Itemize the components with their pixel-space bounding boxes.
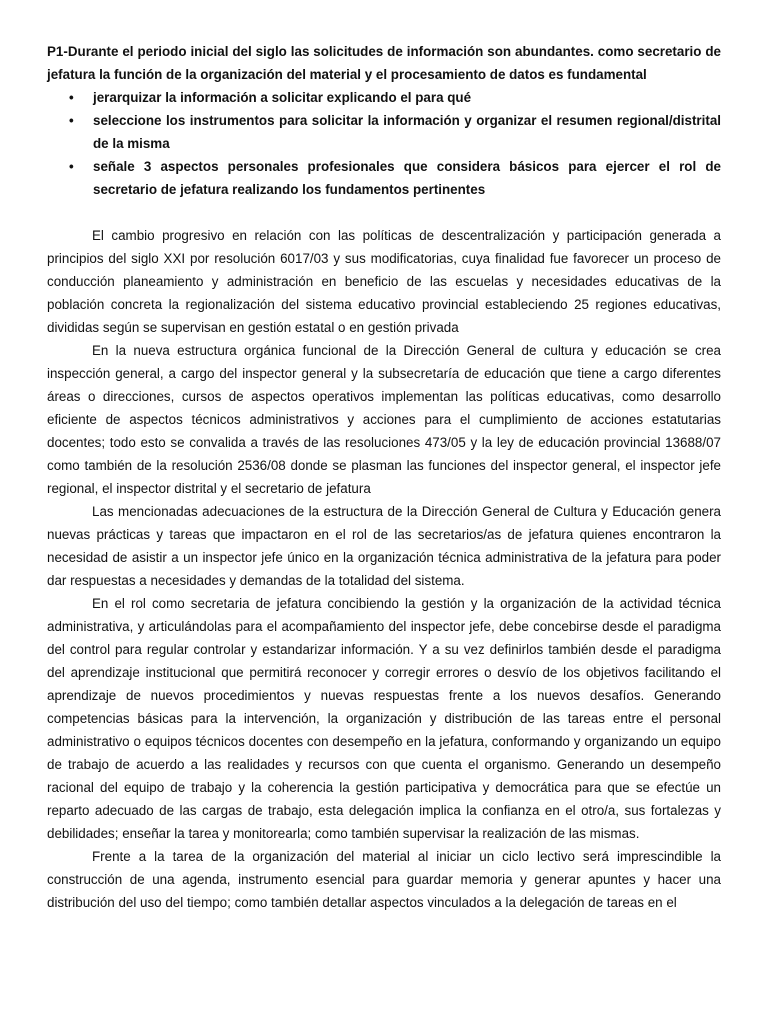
- bullet-icon: •: [69, 90, 74, 105]
- paragraph: Las mencionadas adecuaciones de la estructura de la Dirección General de Cultura y Educación genera nuevas prácticas y tareas que impactaron en el rol de las secretarios/as de jefatura quienes encontraron la necesidad de asistir a un inspector jefe único en la organización técnica administrativa de la jefatura para poder dar respuestas a necesidades y demandas de la totalidad del sistema.: [47, 504, 721, 588]
- question-bullet-list: [47, 86, 721, 201]
- bullet-text: seleccione los instrumentos para solicitar la información y organizar el resumen regional/distrital de la misma: [93, 113, 721, 151]
- paragraph: El cambio progresivo en relación con las políticas de descentralización y participación generada a principios del siglo XXI por resolución 6017/03 y sus modificatorias, cuya finalidad fue favorecer un proceso de conducción planeamiento y administración en beneficio de las escuelas y necesidades educativas de la población concreta la regionalización del sistema educativo provincial estableciendo 25 regiones educativas, divididas según se supervisan en gestión estatal o en gestión privada: [47, 228, 721, 335]
- bullet-item: [47, 109, 721, 155]
- paragraph: Frente a la tarea de la organización del material al iniciar un ciclo lectivo será imprescindible la construcción de una agenda, instrumento esencial para guardar memoria y generar apuntes y hacer una distribución del uso del tiempo; como también detallar aspectos vinculados a la delegación de tareas en el: [47, 849, 721, 910]
- bullet-item: [47, 155, 721, 201]
- bullet-text: jerarquizar la información a solicitar explicando el para qué: [93, 90, 472, 105]
- document-page: [47, 40, 721, 914]
- body-text: [47, 224, 721, 914]
- bullet-item: [47, 86, 721, 109]
- bullet-text: señale 3 aspectos personales profesionales que considera básicos para ejercer el rol de secretario de jefatura realizando los fundamentos pertinentes: [93, 159, 721, 197]
- bullet-icon: •: [69, 159, 74, 174]
- paragraph: En el rol como secretaria de jefatura concibiendo la gestión y la organización de la actividad técnica administrativa, y articulándolas para el acompañamiento del inspector jefe, debe concebirse desde el paradigma del control para regular controlar y estandarizar información. Y a su vez definirlos también desde el paradigma del aprendizaje institucional que permitirá reconocer y corregir errores o desvío de los objetivos facilitando el aprendizaje de nuevos procedimientos y nuevas respuestas frente a los nuevos desafíos. Generando competencias básicas para la intervención, la organización y distribución de las tareas entre el personal administrativo o equipos técnicos docentes con desempeño en la jefatura, conformando y organizando un equipo de trabajo de acuerdo a las realidades y recursos con que cuenta el organismo. Generando un desempeño racional del equipo de trabajo y la coherencia la gestión participativa y democrática para que se efectúe un reparto adecuado de las cargas de trabajo, esta delegación implica la confianza en el otro/a, sus fortalezas y debilidades; enseñar la tarea y monitorearla; como también supervisar la realización de las mismas.: [47, 596, 721, 841]
- question-intro: P1-Durante el periodo inicial del siglo las solicitudes de información son abundantes. como secretario de jefatura la función de la organización del material y el procesamiento de datos es fundamental: [47, 44, 721, 82]
- paragraph: En la nueva estructura orgánica funcional de la Dirección General de cultura y educación se crea inspección general, a cargo del inspector general y la subsecretaría de educación que tiene a cargo diferentes áreas o direcciones, cursos de aspectos operativos implementan las políticas educativas, como desarrollo eficiente de aspectos técnicos administrativos y acciones para el cumplimiento de acciones estatutarias docentes; todo esto se convalida a través de las resoluciones 473/05 y la ley de educación provincial 13688/07 como también de la resolución 2536/08 donde se plasman las funciones del inspector general, el inspector jefe regional, el inspector distrital y el secretario de jefatura: [47, 343, 721, 496]
- bullet-icon: •: [69, 113, 74, 128]
